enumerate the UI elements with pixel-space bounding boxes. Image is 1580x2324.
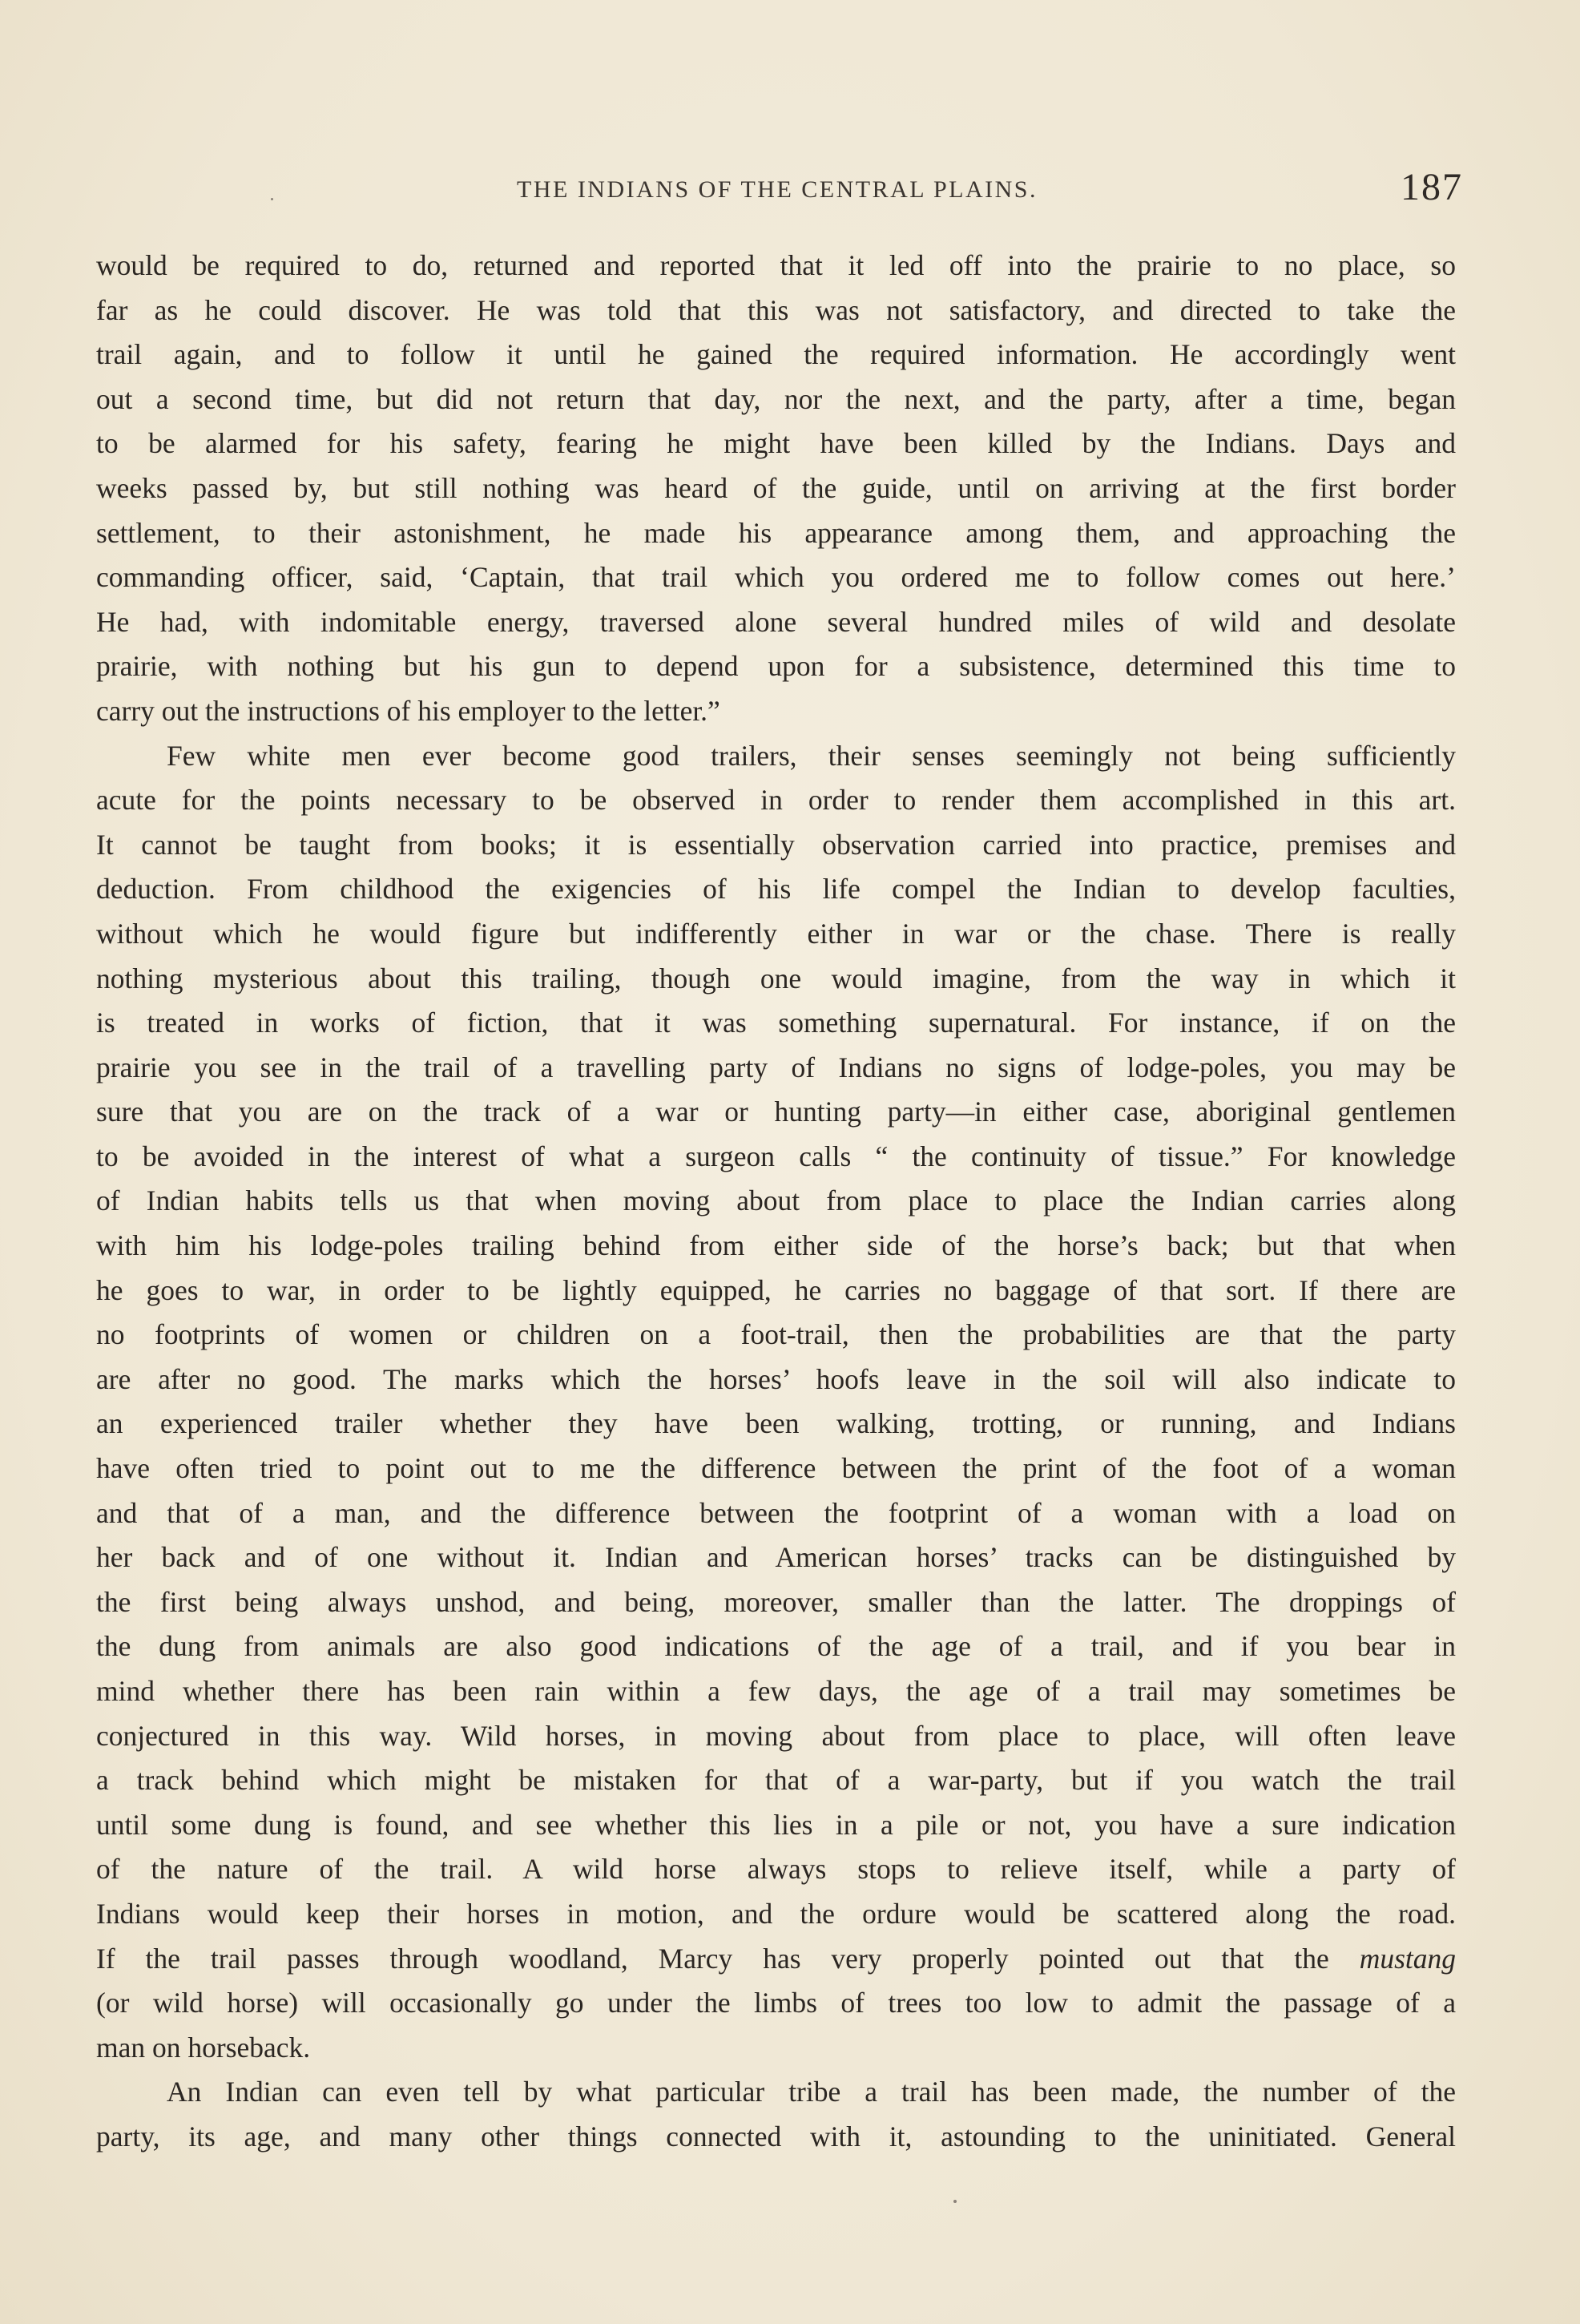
body-text: [96, 244, 1456, 2160]
text-line: mind whether there has been rain within a few days, the age of a trail may sometimes be: [96, 1675, 1456, 1707]
text-line: far as he could discover. He was told that this was not satisfactory, and directed to take the: [96, 293, 1456, 326]
text-line: until some dung is found, and see whether this lies in a pile or not, you have a sure indication: [96, 1808, 1456, 1841]
running-head: [96, 165, 1463, 213]
text-line: settlement, to their astonishment, he made his appearance among them, and approaching the: [96, 516, 1456, 549]
text-line: without which he would figure but indifferently either in war or the chase. There is really: [96, 917, 1456, 950]
text-line: He had, with indomitable energy, traversed alone several hundred miles of wild and desolate: [96, 605, 1456, 638]
text-line: It cannot be taught from books; it is essentially observation carried into practice, premises and: [96, 828, 1456, 861]
text-line: conjectured in this way. Wild horses, in moving about from place to place, will often leave: [96, 1719, 1456, 1752]
text-line: prairie you see in the trail of a travelling party of Indians no signs of lodge-poles, you may be: [96, 1051, 1456, 1083]
text-line: have often tried to point out to me the difference between the print of the foot of a woman: [96, 1452, 1456, 1485]
text-line: to be alarmed for his safety, fearing he might have been killed by the Indians. Days and: [96, 427, 1456, 460]
text-line: with him his lodge-poles trailing behind from either side of the horse’s back; but that when: [96, 1229, 1456, 1262]
text-line: out a second time, but did not return that day, nor the next, and the party, after a time, began: [96, 382, 1456, 415]
text-line: Few white men ever become good trailers, their senses seemingly not being sufficiently: [167, 739, 1456, 772]
text-line: would be required to do, returned and reported that it led off into the prairie to no place, so: [96, 249, 1456, 281]
text-line: carry out the instructions of his employer to the letter.”: [96, 694, 720, 727]
text-line: weeks passed by, but still nothing was heard of the guide, until on arriving at the first border: [96, 471, 1456, 504]
text-line: party, its age, and many other things connected with it, astounding to the uninitiated. General: [96, 2120, 1456, 2153]
text-line: to be avoided in the interest of what a surgeon calls “ the continuity of tissue.” For knowledge: [96, 1140, 1456, 1172]
running-title: THE INDIANS OF THE CENTRAL PLAINS.: [517, 176, 1038, 203]
text-line: deduction. From childhood the exigencies of his life compel the Indian to develop faculties,: [96, 873, 1456, 906]
text-line: [96, 1937, 1456, 1982]
text-line: of the nature of the trail. A wild horse always stops to relieve itself, while a party of: [96, 1853, 1456, 1886]
italic-word: mustang: [1359, 1942, 1457, 1975]
text-line: An Indian can even tell by what particular tribe a trail has been made, the number of the: [167, 2076, 1456, 2108]
text-line: man on horseback.: [96, 2031, 311, 2064]
text-line: and that of a man, and the difference between the footprint of a woman with a load on: [96, 1496, 1456, 1529]
page-number: 187: [1401, 166, 1463, 208]
text-segment: If the trail passes through woodland, Marcy has very properly pointed out that the: [96, 1942, 1329, 1975]
text-line: he goes to war, in order to be lightly equipped, he carries no baggage of that sort. If there are: [96, 1273, 1456, 1306]
text-line: Indians would keep their horses in motion, and the ordure would be scattered along the road.: [96, 1897, 1456, 1930]
text-line: a track behind which might be mistaken for that of a war-party, but if you watch the trail: [96, 1764, 1456, 1797]
text-line: is treated in works of fiction, that it was something supernatural. For instance, if on the: [96, 1007, 1456, 1039]
text-line: an experienced trailer whether they have been walking, trotting, or running, and Indians: [96, 1407, 1456, 1440]
text-line: the dung from animals are also good indications of the age of a trail, and if you bear in: [96, 1630, 1456, 1663]
text-line: of Indian habits tells us that when moving about from place to place the Indian carries along: [96, 1184, 1456, 1217]
text-line: nothing mysterious about this trailing, though one would imagine, from the way in which it: [96, 962, 1456, 995]
text-line: are after no good. The marks which the horses’ hoofs leave in the soil will also indicate to: [96, 1362, 1456, 1395]
text-line: acute for the points necessary to be observed in order to render them accomplished in this art.: [96, 784, 1456, 817]
text-line: commanding officer, said, ‘Captain, that trail which you ordered me to follow comes out here.’: [96, 561, 1456, 594]
text-line: trail again, and to follow it until he gained the required information. He accordingly went: [96, 338, 1456, 371]
paper-speck: [953, 2200, 957, 2203]
text-line: no footprints of women or children on a foot-trail, then the probabilities are that the party: [96, 1318, 1456, 1351]
paper-speck: [271, 198, 273, 200]
text-line: prairie, with nothing but his gun to depend upon for a subsistence, determined this time to: [96, 650, 1456, 683]
text-line: (or wild horse) will occasionally go under the limbs of trees too low to admit the passage of a: [96, 1987, 1456, 2019]
text-line: sure that you are on the track of a war or hunting party—in either case, aboriginal gentlemen: [96, 1095, 1456, 1128]
text-line: her back and of one without it. Indian and American horses’ tracks can be distinguished by: [96, 1541, 1456, 1574]
text-line: the first being always unshod, and being, moreover, smaller than the latter. The droppings of: [96, 1585, 1456, 1618]
